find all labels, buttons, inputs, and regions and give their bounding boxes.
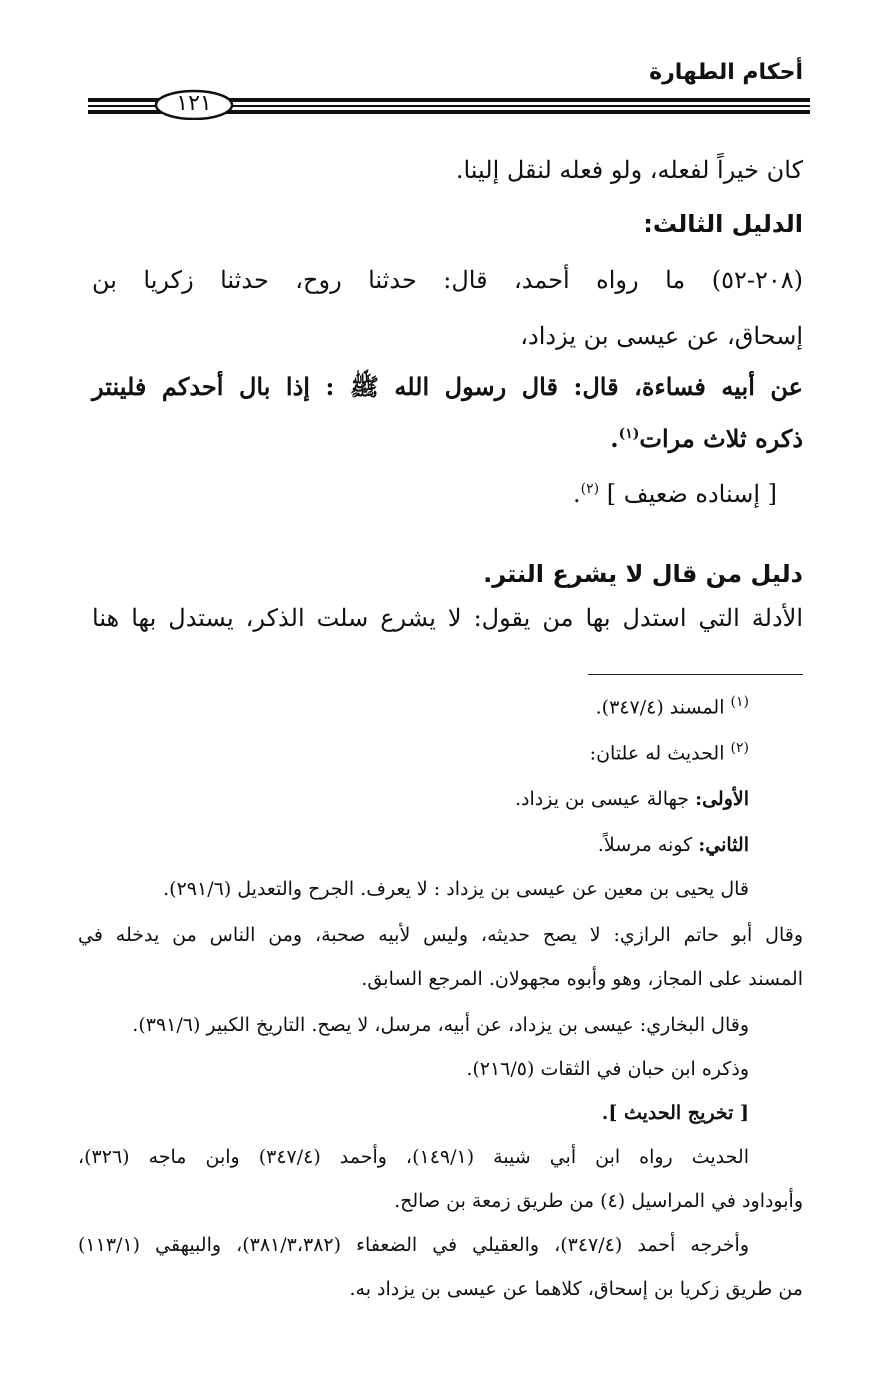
footnote-2 (590, 740, 749, 764)
footnote-paragraph: وأخرجه أحمد (٣٤٧/٤)، والعقيلي في الضعفاء (٣٨١/٣،٣٨٢)، والبيهقي (١١٣/١) (78, 1234, 749, 1256)
footnote-1 (596, 694, 749, 718)
label-first: الأولى: (695, 788, 749, 810)
body-line: (٢٠٨-٥٢) ما رواه أحمد، قال: حدثنا روح، حدثنا زكريا بن (92, 266, 803, 294)
running-title: أحكام الطهارة (649, 60, 803, 85)
label-second: الثاني: (698, 834, 749, 856)
footnote-number: (٢) (730, 740, 749, 756)
hadith-text-end (610, 424, 803, 453)
body-line: كان خيراً لفعله، ولو فعله لنقل إلينا. (455, 156, 803, 184)
footnote-text: كونه مرسلاً. (597, 834, 693, 856)
footnote-ref: (٢) (580, 481, 600, 497)
footnote-text: المسند (٣٤٧/٤). (595, 696, 725, 719)
footnote-text: جهالة عيسى بن يزداد. (515, 788, 690, 810)
heading-third-evidence: الدليل الثالث: (643, 210, 803, 238)
footnote-paragraph: وقال أبو حاتم الرازي: لا يصح حديثه، وليس لأبيه صحبة، ومن الناس من يدخله في (78, 924, 803, 946)
section-heading: دليل من قال لا يشرع النتر. (483, 560, 803, 588)
footnote-rule (588, 674, 803, 675)
footnote-text: الحديث له علتان: (589, 742, 725, 765)
footnote-ref: (١) (618, 426, 640, 442)
footnote-first-cause (515, 788, 749, 810)
hadith-text: ذكره ثلاث مرات (639, 424, 803, 453)
hadith-text: عن أبيه فساءة، قال: قال رسول الله ﷺ : إذا بال أحدكم فلينتر (92, 372, 803, 401)
body-line: الأدلة التي استدل بها من يقول: لا يشرع سلت الذكر، يستدل بها هنا (92, 604, 803, 632)
grading-line (573, 480, 777, 508)
footnote-paragraph: وقال البخاري: عيسى بن يزداد، عن أبيه، مرسل، لا يصح. التاريخ الكبير (٣٩١/٦). (132, 1014, 749, 1036)
grading-text: [ إسناده ضعيف ] (606, 480, 777, 508)
page-number: ١٢١ (176, 90, 212, 116)
footnote-paragraph: المسند على المجاز، وهو وأبوه مجهولان. المرجع السابق. (361, 968, 803, 990)
period: . (573, 480, 581, 508)
takhrij-heading: [ تخريج الحديث ]. (601, 1102, 749, 1124)
footnote-number: (١) (730, 694, 749, 710)
footnote-second-cause (598, 834, 749, 856)
footnote-paragraph: من طريق زكريا بن إسحاق، كلاهما عن عيسى بن يزداد به. (349, 1278, 803, 1300)
body-line: إسحاق، عن عيسى بن يزداد، (520, 322, 803, 350)
footnote-paragraph: وذكره ابن حبان في الثقات (٢١٦/٥). (466, 1058, 749, 1080)
footnote-paragraph: قال يحيى بن معين عن عيسى بن يزداد : لا يعرف. الجرح والتعديل (٢٩١/٦). (163, 878, 749, 900)
footnote-paragraph: وأبوداود في المراسيل (٤) من طريق زمعة بن صالح. (394, 1190, 803, 1212)
period: . (610, 424, 619, 453)
footnote-paragraph: الحديث رواه ابن أبي شيبة (١٤٩/١)، وأحمد (٣٤٧/٤) وابن ماجه (٣٢٦)، (78, 1146, 749, 1168)
